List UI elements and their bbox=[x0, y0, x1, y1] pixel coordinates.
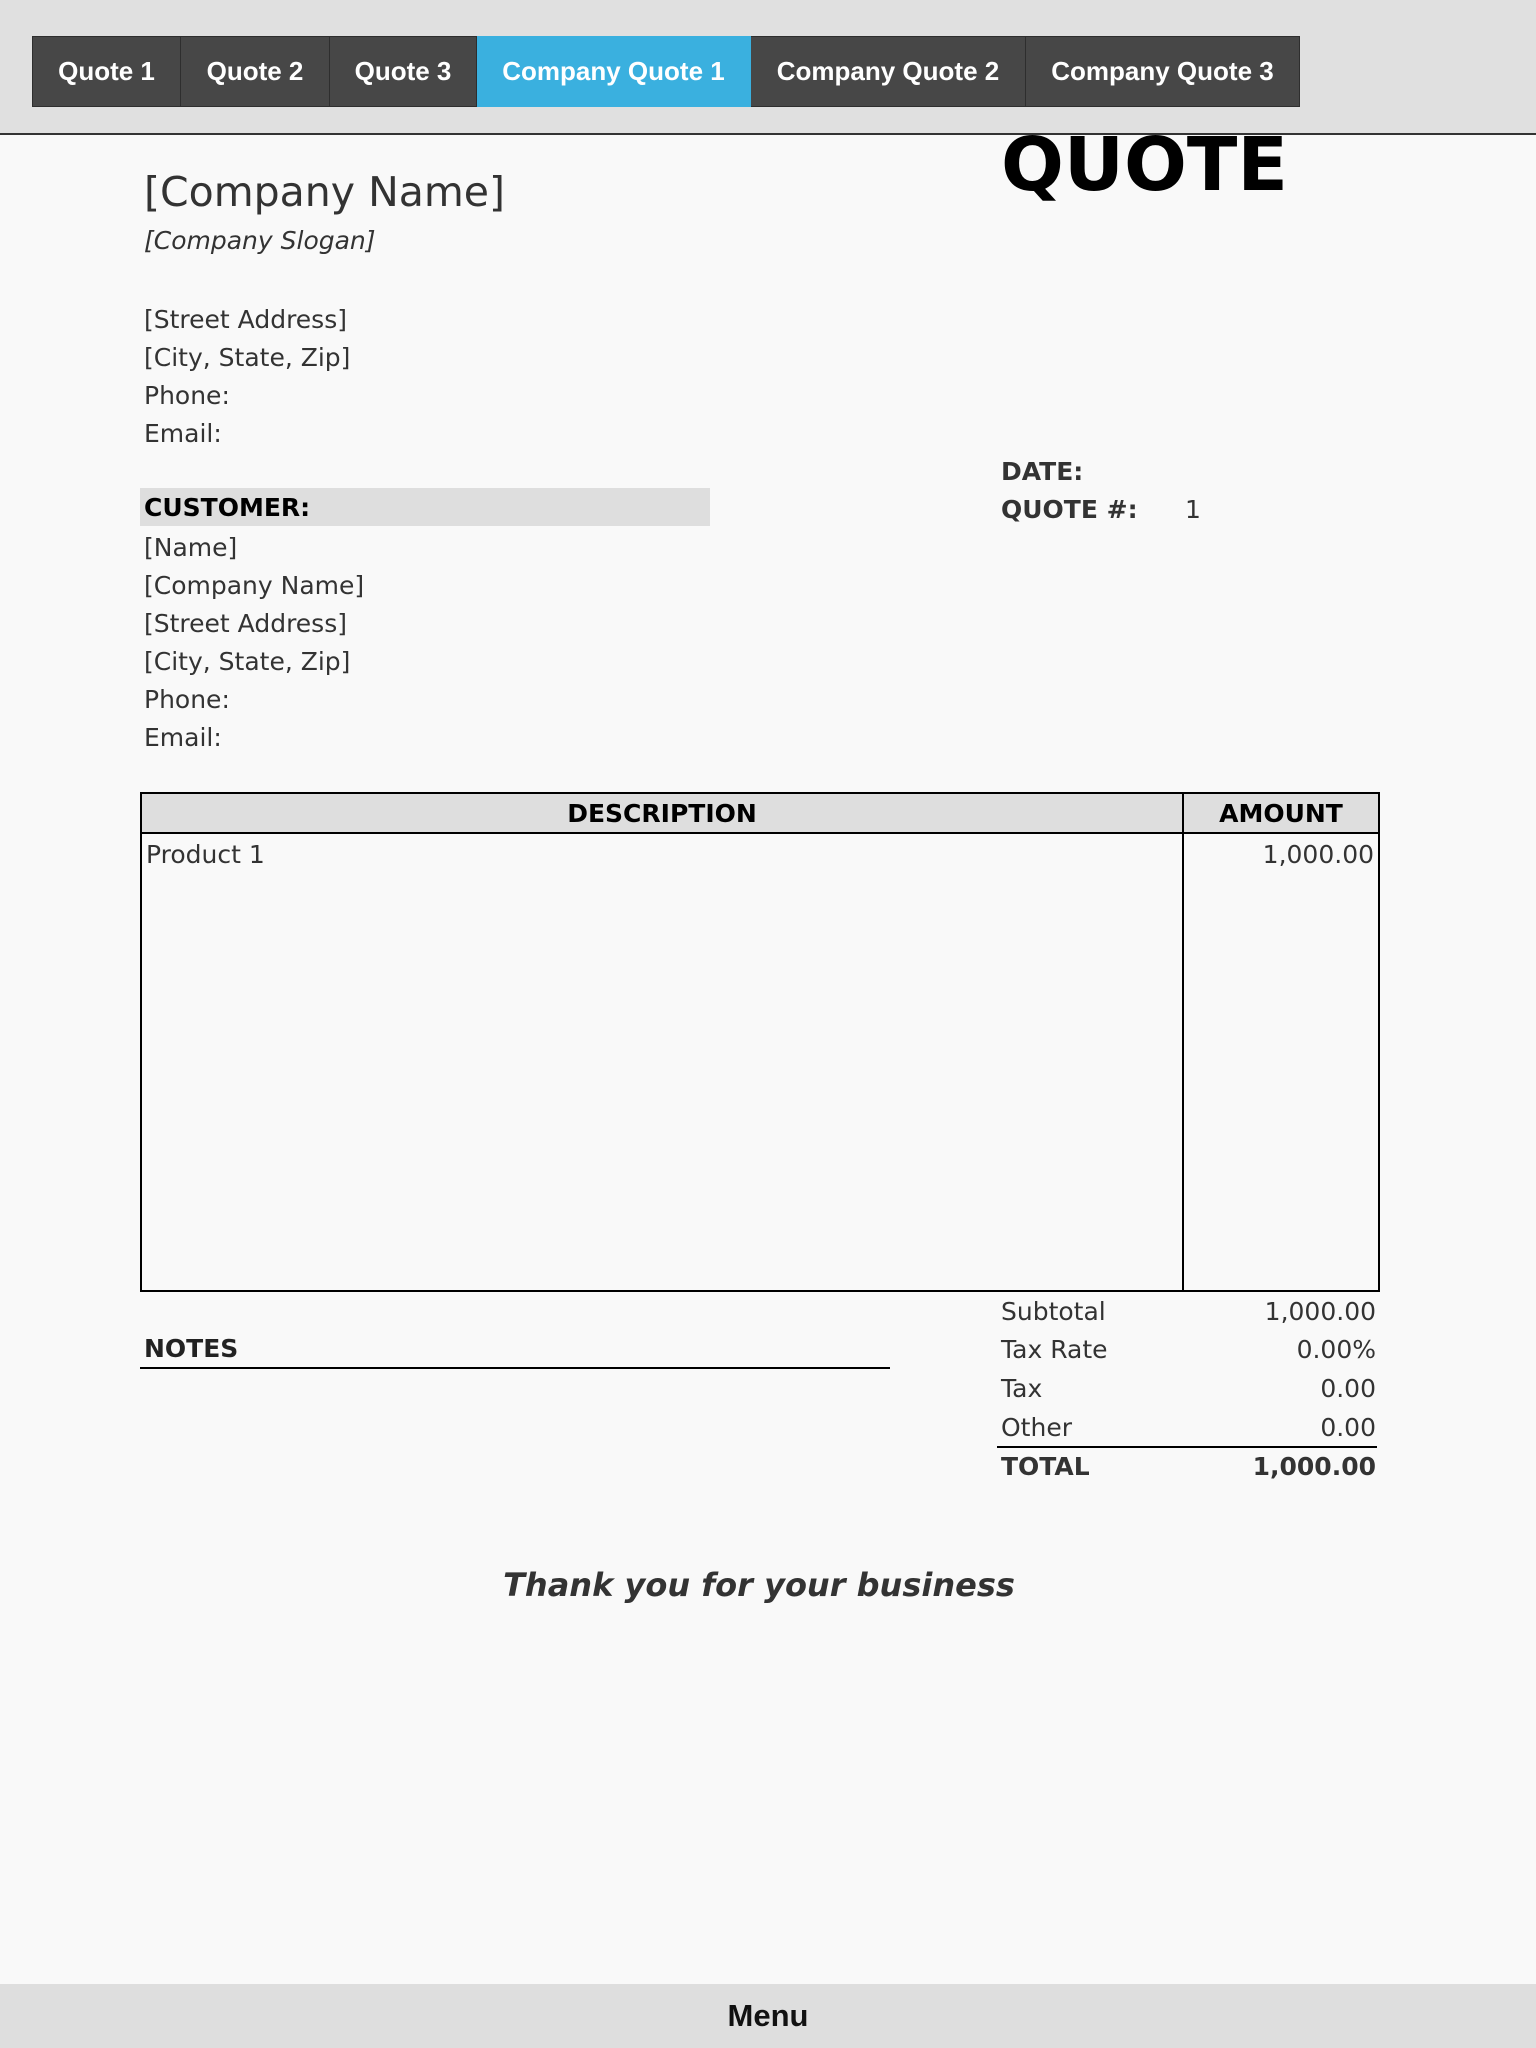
other-value[interactable]: 0.00 bbox=[1320, 1413, 1376, 1442]
amount-header: AMOUNT bbox=[1219, 799, 1343, 828]
item-description[interactable]: Product 1 bbox=[146, 840, 265, 869]
company-name[interactable]: [Company Name] bbox=[144, 168, 506, 216]
customer-street[interactable]: [Street Address] bbox=[144, 609, 347, 638]
quote-number-label: QUOTE #: bbox=[1001, 495, 1138, 524]
subtotal-label: Subtotal bbox=[1001, 1297, 1106, 1326]
tab-quote-2[interactable]: Quote 2 bbox=[181, 36, 330, 107]
company-email[interactable]: Email: bbox=[144, 419, 222, 448]
tax-rate-label: Tax Rate bbox=[1001, 1335, 1108, 1364]
company-city[interactable]: [City, State, Zip] bbox=[144, 343, 351, 372]
company-phone[interactable]: Phone: bbox=[144, 381, 230, 410]
item-amount[interactable]: 1,000.00 bbox=[1262, 840, 1374, 869]
tab-company-quote-2[interactable]: Company Quote 2 bbox=[751, 36, 1026, 107]
customer-name[interactable]: [Name] bbox=[144, 533, 238, 562]
thank-you-message: Thank you for your business bbox=[503, 1566, 1015, 1604]
notes-divider bbox=[140, 1367, 890, 1369]
tab-company-quote-3[interactable]: Company Quote 3 bbox=[1026, 36, 1300, 107]
total-value[interactable]: 1,000.00 bbox=[1252, 1452, 1376, 1481]
total-divider bbox=[997, 1446, 1377, 1448]
tax-rate-value[interactable]: 0.00% bbox=[1296, 1335, 1376, 1364]
tax-label: Tax bbox=[1001, 1374, 1043, 1403]
menu-button[interactable]: Menu bbox=[727, 1998, 809, 2033]
quote-number-value[interactable]: 1 bbox=[1185, 495, 1201, 524]
tab-bar bbox=[0, 0, 1536, 135]
customer-email[interactable]: Email: bbox=[144, 723, 222, 752]
company-slogan[interactable]: [Company Slogan] bbox=[144, 226, 376, 255]
tab-quote-3[interactable]: Quote 3 bbox=[330, 36, 477, 107]
subtotal-value[interactable]: 1,000.00 bbox=[1264, 1297, 1376, 1326]
line-items-table bbox=[140, 792, 1380, 1292]
column-divider bbox=[1182, 794, 1184, 1290]
notes-label: NOTES bbox=[144, 1334, 239, 1363]
tab-company-quote-1[interactable]: Company Quote 1 bbox=[477, 36, 751, 107]
customer-city[interactable]: [City, State, Zip] bbox=[144, 647, 351, 676]
customer-phone[interactable]: Phone: bbox=[144, 685, 230, 714]
page-title: QUOTE bbox=[1001, 122, 1288, 208]
date-label: DATE: bbox=[1001, 457, 1084, 486]
customer-heading: CUSTOMER: bbox=[140, 488, 710, 526]
company-street[interactable]: [Street Address] bbox=[144, 305, 347, 334]
customer-company[interactable]: [Company Name] bbox=[144, 571, 365, 600]
tab-quote-1[interactable]: Quote 1 bbox=[32, 36, 181, 107]
table-header-row bbox=[142, 794, 1378, 834]
tax-value[interactable]: 0.00 bbox=[1320, 1374, 1376, 1403]
total-label: TOTAL bbox=[1001, 1452, 1090, 1481]
other-label: Other bbox=[1001, 1413, 1072, 1442]
menu-bar[interactable] bbox=[0, 1984, 1536, 2048]
sheet-tabs bbox=[32, 36, 1300, 107]
description-header: DESCRIPTION bbox=[567, 799, 757, 828]
